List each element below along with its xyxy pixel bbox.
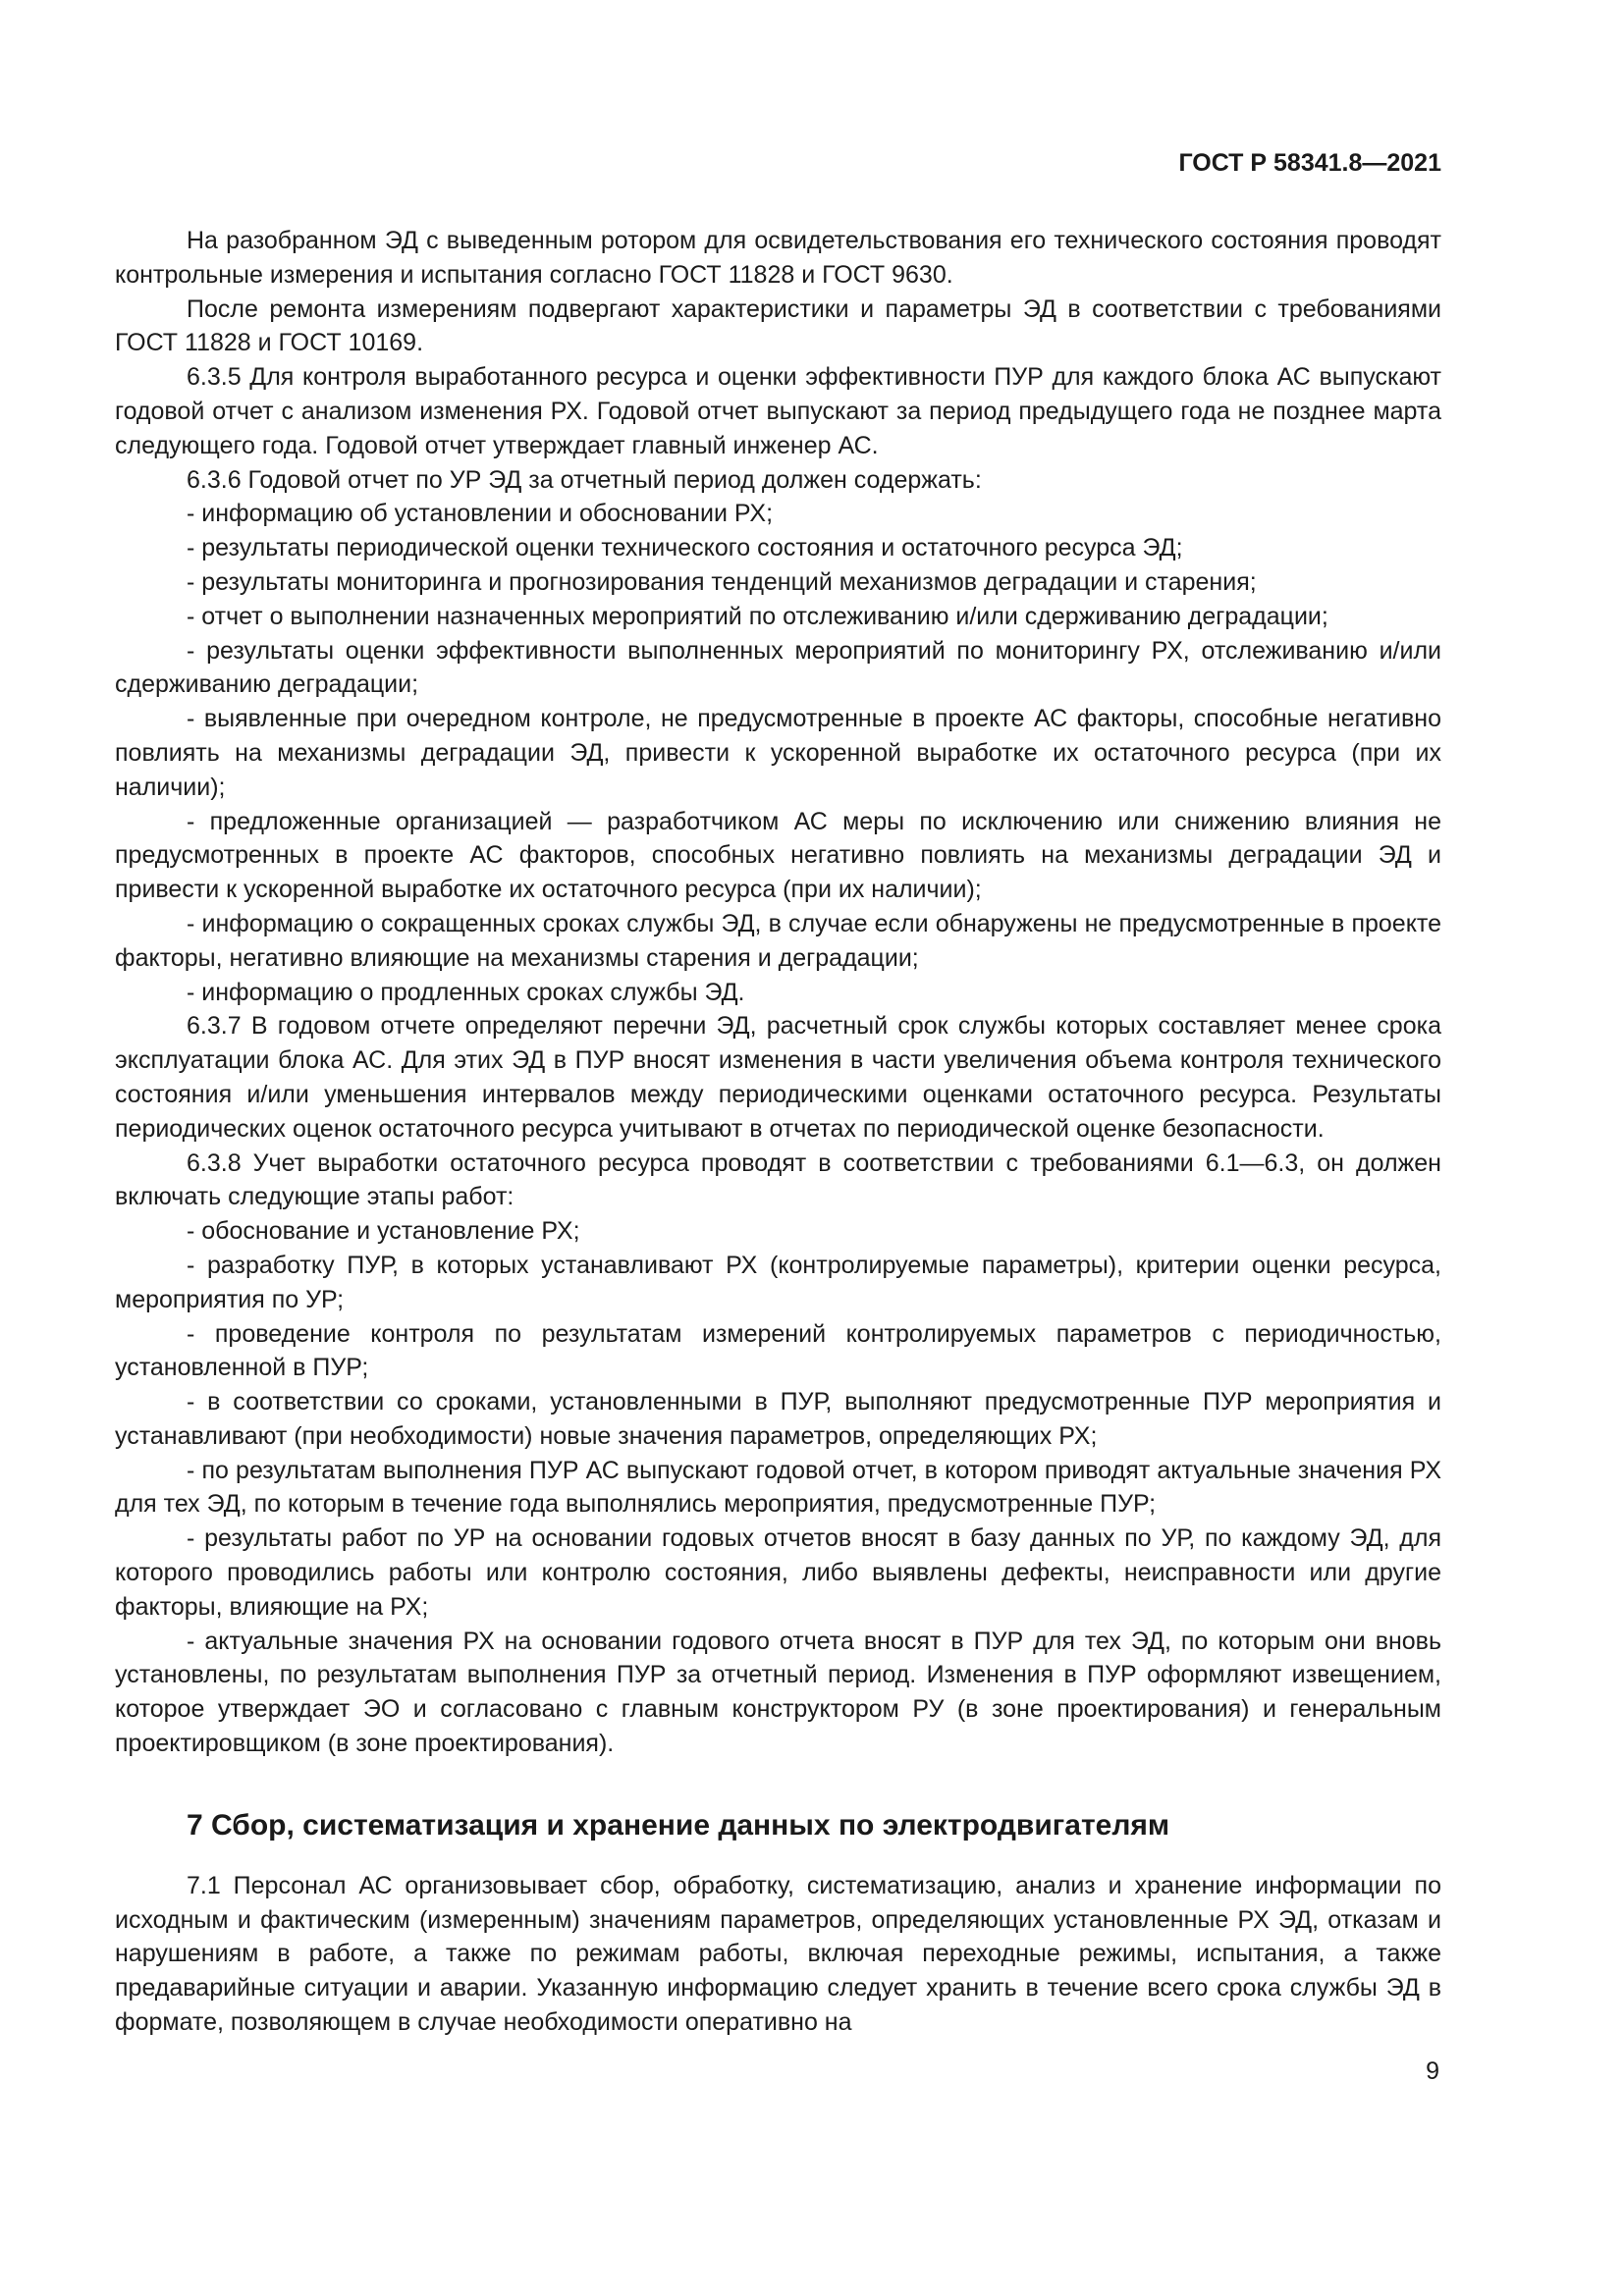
paragraph: - в соответствии со сроками, установленными в ПУР, выполняют предусмотренные ПУР мероприятия и устанавливают (при необходимости) новые значения параметров, определяющих РХ; (115, 1388, 1441, 1450)
paragraph: - проведение контроля по результатам измерений контролируемых параметров с периодичностью, установленной в ПУР; (115, 1319, 1441, 1382)
paragraph: - результаты периодической оценки технического состояния и остаточного ресурса ЭД; (187, 534, 1183, 562)
paragraph: 6.3.6 Годовой отчет по УР ЭД за отчетный период должен содержать: (187, 465, 982, 494)
document-id: ГОСТ Р 58341.8—2021 (1178, 149, 1441, 177)
paragraph: - актуальные значения РХ на основании годового отчета вносят в ПУР для тех ЭД, по которым они вновь установлены, по результатам выполнения ПУР за отчетный период. Изменения в ПУР оформляют извещением, которое утверждает ЭО и согласовано с главным конструктором РУ (в зоне проектирования) и генеральным проектировщиком (в зоне проектирования). (115, 1627, 1441, 1758)
paragraph: - результаты мониторинга и прогнозирования тенденций механизмов деградации и старения; (187, 567, 1257, 596)
paragraph: 6.3.7 В годовом отчете определяют перечни ЭД, расчетный срок службы которых составляет менее срока эксплуатации блока АС. Для этих ЭД в ПУР вносят изменения в части увеличения объема контроля технического состояния и/или уменьшения интервалов между периодическими оценками остаточного ресурса. Результаты периодических оценок остаточного ресурса учитывают в отчетах по периодической оценке безопасности. (115, 1012, 1441, 1143)
page-number: 9 (1426, 2057, 1439, 2085)
paragraph: - предложенные организацией — разработчиком АС меры по исключению или снижению влияния не предусмотренных в проекте АС факторов, способных негативно повлиять на механизмы деградации ЭД и привести к ускоренной выработке их остаточного ресурса (при их наличии); (115, 807, 1441, 904)
paragraph: - информацию о сокращенных сроках службы ЭД, в случае если обнаружены не предусмотренные в проекте факторы, негативно влияющие на механизмы старения и деградации; (115, 909, 1441, 972)
paragraph: - разработку ПУР, в которых устанавливают РХ (контролируемые параметры), критерии оценки ресурса, мероприятия по УР; (115, 1251, 1441, 1313)
section-6-text (115, 224, 1441, 1761)
paragraph: - обоснование и установление РХ; (187, 1217, 580, 1246)
paragraph: - отчет о выполнении назначенных мероприятий по отслеживанию и/или сдерживанию деградации; (187, 602, 1328, 630)
paragraph: - выявленные при очередном контроле, не предусмотренные в проекте АС факторы, способные негативно повлиять на механизмы деградации ЭД, привести к ускоренной выработке их остаточного ресурса (при их наличии); (115, 705, 1441, 801)
paragraph: - результаты оценки эффективности выполненных мероприятий по мониторингу РХ, отслеживанию и/или сдерживанию деградации; (115, 636, 1441, 699)
paragraph: - информацию об установлении и обосновании РХ; (187, 500, 774, 528)
section-7-text (115, 1869, 1441, 2040)
paragraph: 7.1 Персонал АС организовывает сбор, обработку, систематизацию, анализ и хранение информации по исходным и фактическим (измеренным) значениям параметров, определяющих установленные РХ ЭД, отказам и нарушениям в работе, а также по режимам работы, включая переходные режимы, испытания, а также предаварийные ситуации и аварии. Указанную информацию следует хранить в течение всего срока службы ЭД в формате, позволяющем в случае необходимости оперативно на (115, 1871, 1441, 2037)
paragraph: 6.3.5 Для контроля выработанного ресурса и оценки эффективности ПУР для каждого блока АС выпускают годовой отчет с анализом изменения РХ. Годовой отчет выпускают за период предыдущего года не позднее марта следующего года. Годовой отчет утверждает главный инженер АС. (115, 363, 1441, 459)
paragraph: После ремонта измерениям подвергают характеристики и параметры ЭД в соответствии с требованиями ГОСТ 11828 и ГОСТ 10169. (115, 294, 1441, 357)
paragraph: - результаты работ по УР на основании годовых отчетов вносят в базу данных по УР, по каждому ЭД, для которого проводились работы или контролю состояния, либо выявлены дефекты, неисправности или другие факторы, влияющие на РХ; (115, 1524, 1441, 1621)
section-heading: 7 Сбор, систематизация и хранение данных по электродвигателям (187, 1808, 1170, 1842)
page-body (115, 224, 1441, 2040)
paragraph: 6.3.8 Учет выработки остаточного ресурса проводят в соответствии с требованиями 6.1—6.3, он должен включать следующие этапы работ: (115, 1148, 1441, 1211)
paragraph: - по результатам выполнения ПУР АС выпускают годовой отчет, в котором приводят актуальные значения РХ для тех ЭД, по которым в течение года выполнялись мероприятия, предусмотренные ПУР; (115, 1456, 1441, 1519)
paragraph: - информацию о продленных сроках службы ЭД. (187, 978, 745, 1006)
paragraph: На разобранном ЭД с выведенным ротором для освидетельствования его технического состояния проводят контрольные измерения и испытания согласно ГОСТ 11828 и ГОСТ 9630. (115, 227, 1441, 289)
